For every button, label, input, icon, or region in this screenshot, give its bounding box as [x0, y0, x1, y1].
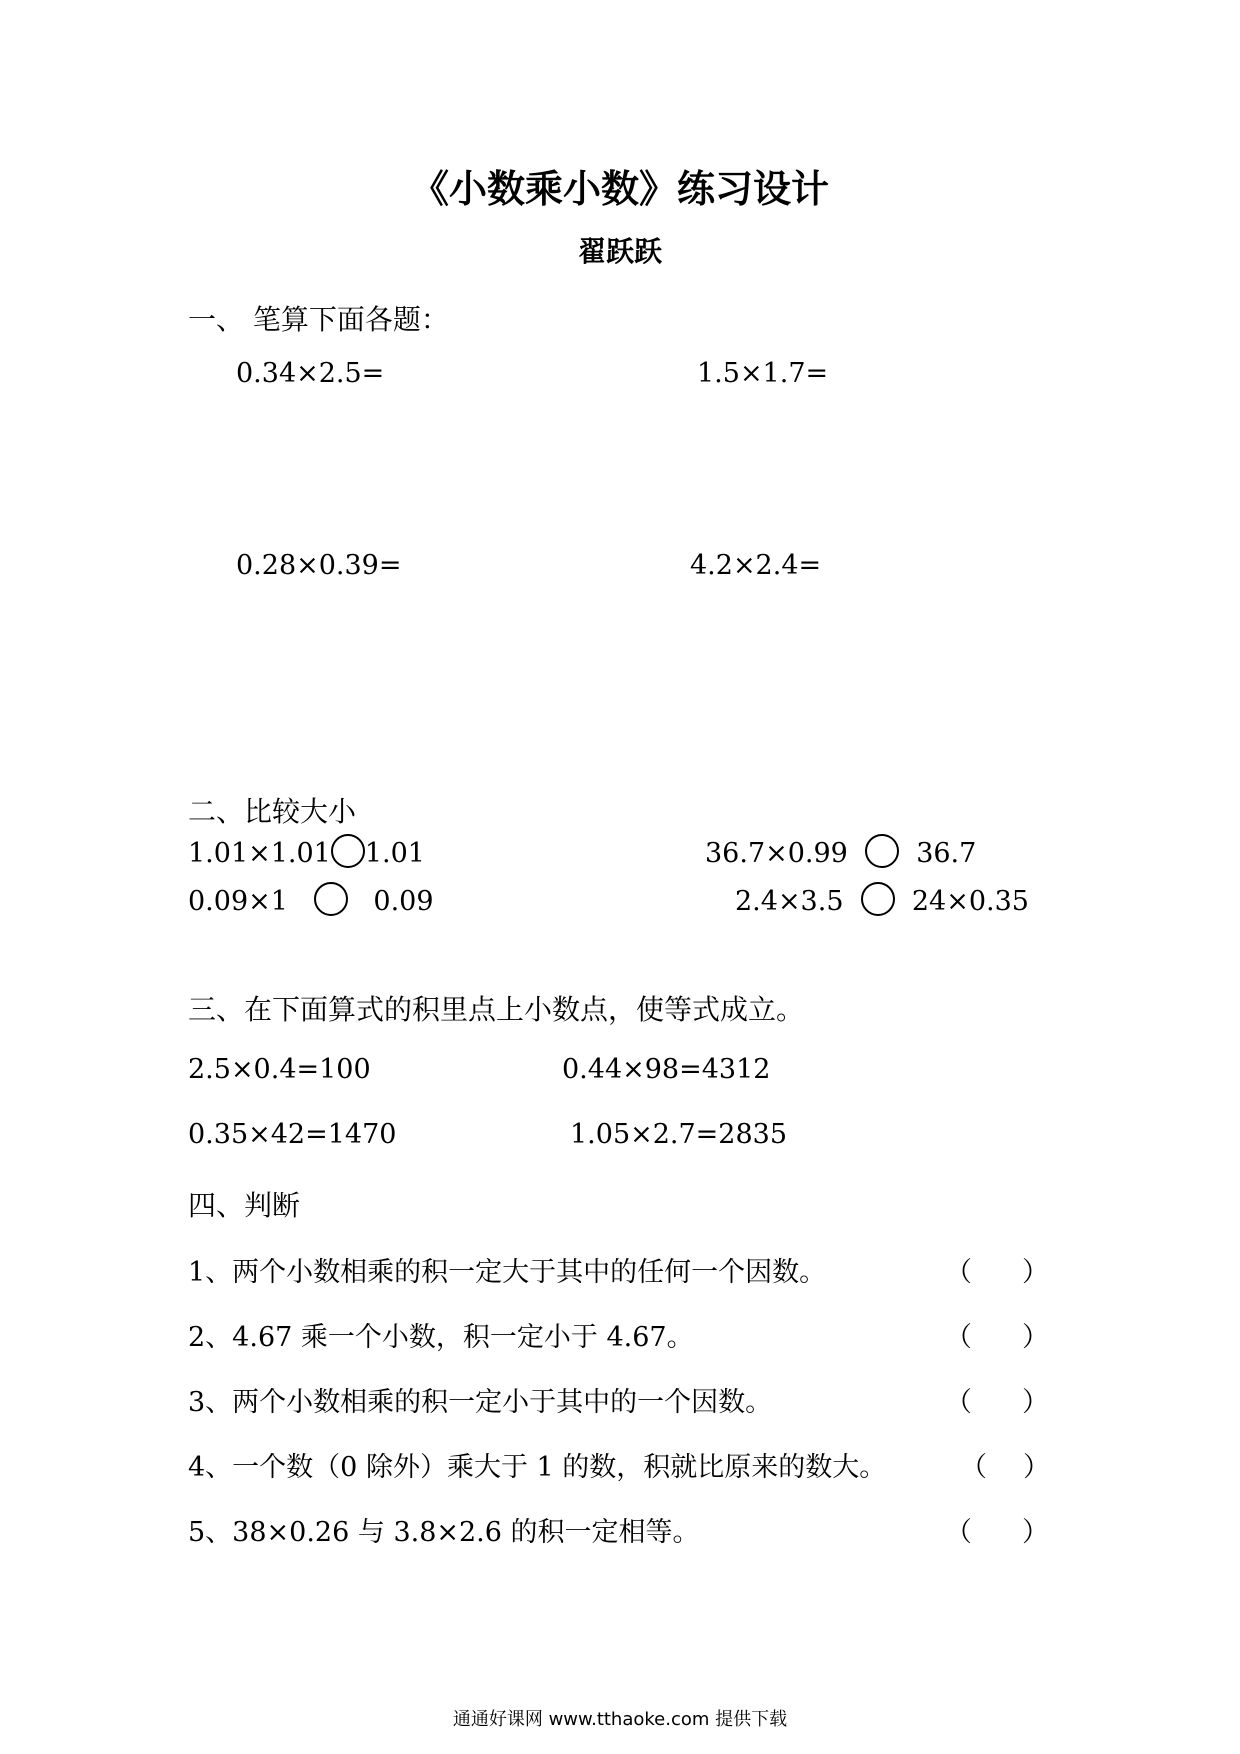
section1-heading: 一、 笔算下面各题：	[188, 303, 449, 336]
decimal-item-2: 0.44×98=4312	[562, 1054, 771, 1085]
compare-value: 0.09	[373, 886, 434, 917]
paren-open: （	[960, 1452, 987, 1483]
paren-open: （	[945, 1257, 972, 1288]
problem-1: 0.34×2.5=	[236, 358, 385, 389]
decimal-item-1: 2.5×0.4=100	[188, 1054, 371, 1085]
problem-2: 1.5×1.7=	[697, 358, 829, 389]
section3-heading: 三、在下面算式的积里点上小数点，使等式成立。	[188, 993, 805, 1026]
paren-close: ）	[1023, 1452, 1050, 1483]
paren-close: ）	[1022, 1517, 1049, 1548]
judge-item-4: 4、一个数（0 除外）乘大于 1 的数，积就比原来的数大。	[188, 1452, 887, 1483]
judge-item-5: 5、38×0.26 与 3.8×2.6 的积一定相等。	[188, 1517, 700, 1548]
paren-open: （	[945, 1517, 972, 1548]
problem-4: 4.2×2.4=	[690, 550, 822, 581]
answer-circle[interactable]	[314, 882, 348, 916]
paren-close: ）	[1022, 1387, 1049, 1418]
section4-heading: 四、判断	[188, 1189, 301, 1222]
judge-item-3: 3、两个小数相乘的积一定小于其中的一个因数。	[188, 1387, 773, 1418]
paren-close: ）	[1022, 1322, 1049, 1353]
compare-row-1-right	[705, 838, 976, 869]
section2-heading: 二、比较大小	[188, 795, 357, 828]
answer-paren-5[interactable]	[945, 1510, 1049, 1549]
author-name: 翟跃跃	[577, 235, 662, 268]
answer-paren-1[interactable]	[945, 1250, 1049, 1289]
compare-row-2-right	[735, 886, 1029, 917]
footer-credit: 通通好课网 www.tthaoke.com 提供下载	[452, 1709, 788, 1730]
compare-expression: 1.01×1.01	[188, 838, 331, 869]
judge-item-1: 1、两个小数相乘的积一定大于其中的任何一个因数。	[188, 1257, 827, 1288]
answer-paren-2[interactable]	[945, 1315, 1049, 1354]
paren-open: （	[945, 1322, 972, 1353]
compare-expression: 0.09×1	[188, 886, 288, 917]
paren-close: ）	[1022, 1257, 1049, 1288]
compare-value: 24×0.35	[911, 886, 1029, 917]
judge-item-2: 2、4.67 乘一个小数，积一定小于 4.67。	[188, 1322, 694, 1353]
decimal-item-3: 0.35×42=1470	[188, 1119, 397, 1150]
compare-expression: 2.4×3.5	[735, 886, 844, 917]
page-title: 《小数乘小数》练习设计	[410, 166, 829, 211]
compare-expression: 36.7×0.99	[705, 838, 848, 869]
problem-3: 0.28×0.39=	[236, 550, 402, 581]
compare-row-1-left	[188, 838, 425, 869]
answer-paren-4[interactable]	[960, 1445, 1050, 1484]
compare-row-2-left	[188, 886, 434, 917]
compare-value: 36.7	[916, 838, 977, 869]
answer-paren-3[interactable]	[945, 1380, 1049, 1419]
answer-circle[interactable]	[861, 882, 895, 916]
answer-circle[interactable]	[331, 834, 365, 868]
answer-circle[interactable]	[865, 834, 899, 868]
decimal-item-4: 1.05×2.7=2835	[570, 1119, 788, 1150]
compare-value: 1.01	[364, 838, 425, 869]
paren-open: （	[945, 1387, 972, 1418]
